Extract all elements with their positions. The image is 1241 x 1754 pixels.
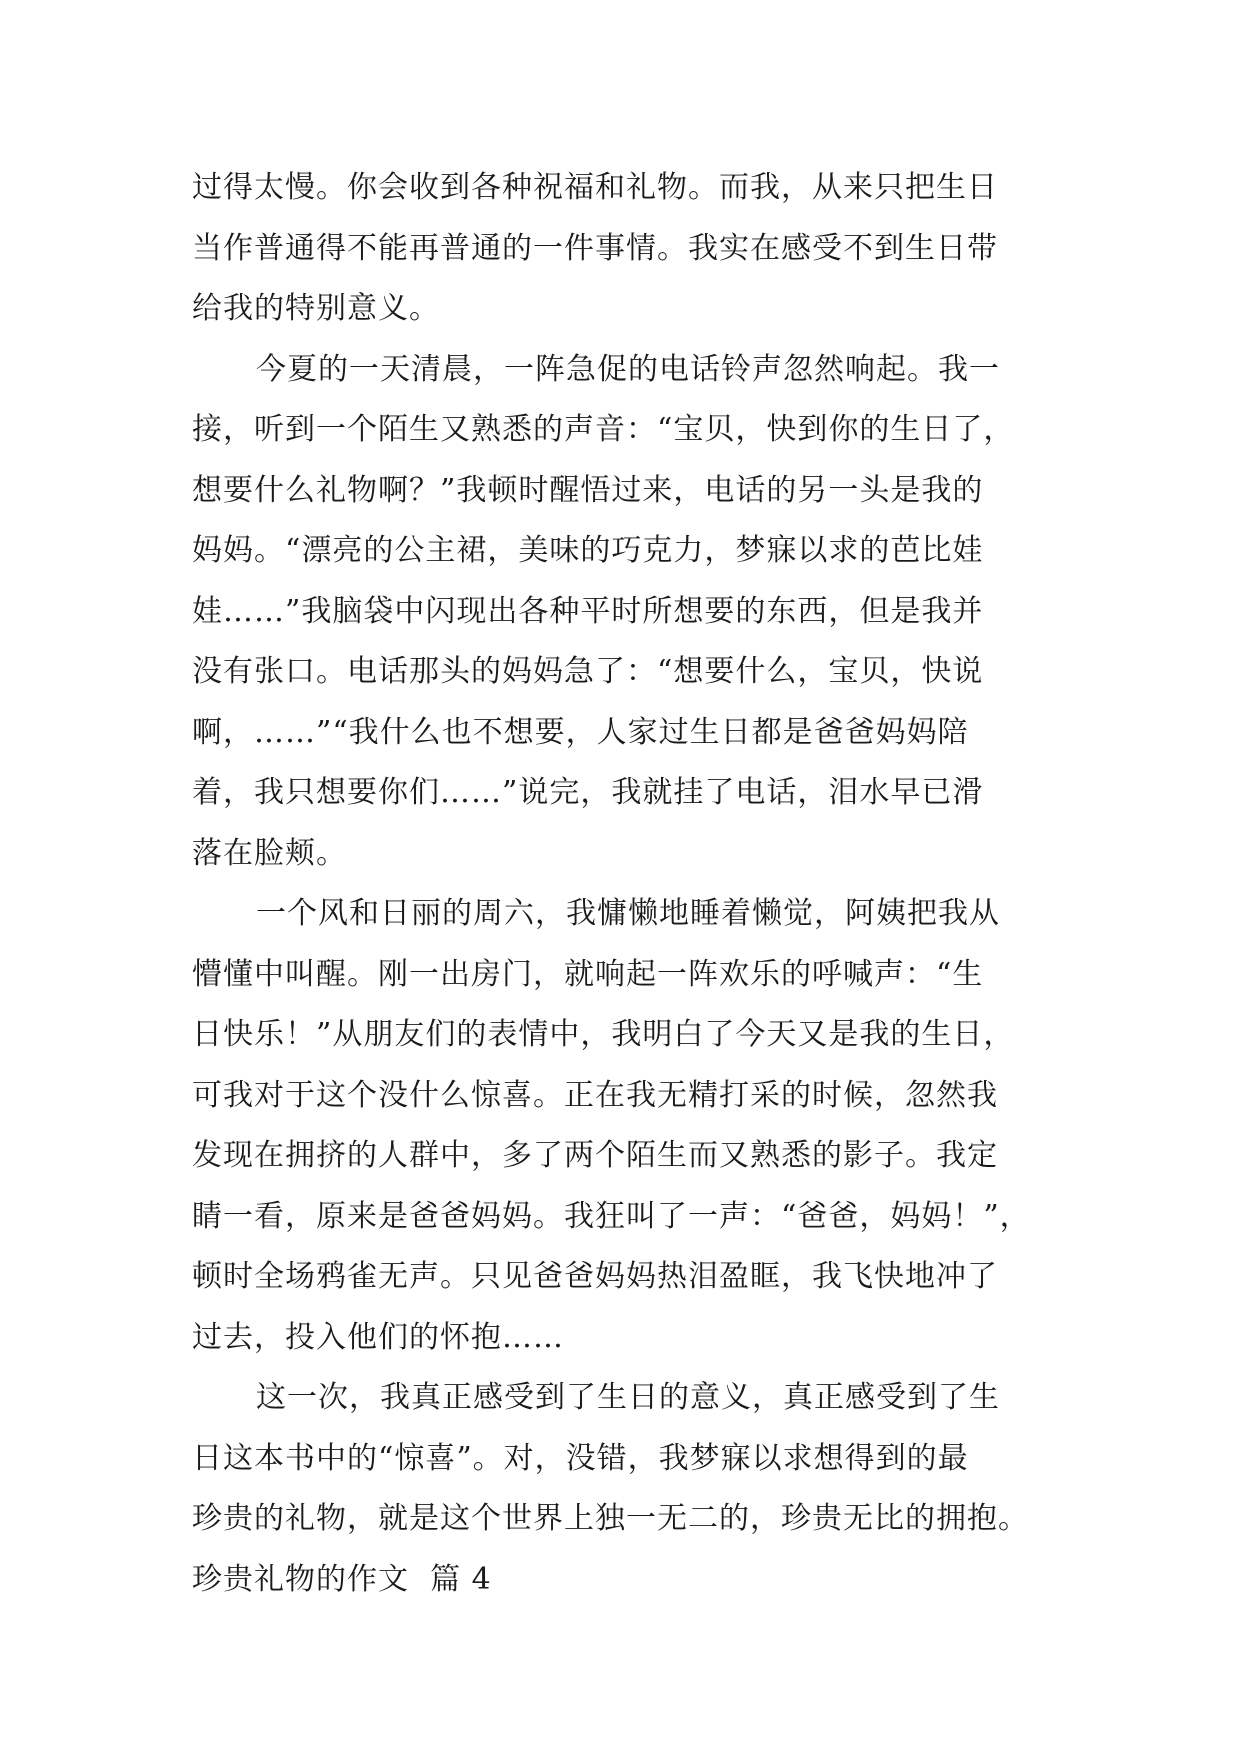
- text-line: 啊，……”“我什么也不想要，人家过生日都是爸爸妈妈陪: [192, 714, 969, 750]
- text-line: 当作普通得不能再普通的一件事情。我实在感受不到生日带: [192, 230, 998, 266]
- text-line: 落在脸颊。: [192, 835, 347, 871]
- text-line: 发现在拥挤的人群中，多了两个陌生而又熟悉的影子。我定: [192, 1138, 998, 1173]
- text-line: 给我的特别意义。: [192, 291, 440, 326]
- essay-body: [192, 158, 1052, 1610]
- paragraph: [192, 1368, 1052, 1550]
- text-line: 妈妈。“漂亮的公主裙，美味的巧克力，梦寐以求的芭比娃: [192, 533, 984, 568]
- paragraph: [192, 158, 1052, 340]
- text-line: 想要什么礼物啊？”我顿时醒悟过来，电话的另一头是我的: [192, 472, 984, 508]
- text-line: 日这本书中的“惊喜”。对，没错，我梦寐以求想得到的最: [192, 1440, 969, 1476]
- text-line: 珍贵的礼物，就是这个世界上独一无二的，珍贵无比的拥抱。: [192, 1501, 1029, 1536]
- text-line: 着，我只想要你们……”说完，我就挂了电话，泪水早已滑: [192, 775, 984, 810]
- text-line: 没有张口。电话那头的妈妈急了：“想要什么，宝贝，快说: [192, 654, 984, 689]
- text-line: 顿时全场鸦雀无声。只见爸爸妈妈热泪盈眶，我飞快地冲了: [192, 1259, 998, 1294]
- text-line: 懵懂中叫醒。刚一出房门，就响起一阵欢乐的呼喊声：“生: [192, 956, 984, 992]
- paragraph: [192, 340, 1052, 885]
- paragraph: [192, 884, 1052, 1368]
- text-line: 睛一看，原来是爸爸妈妈。我狂叫了一声：“爸爸，妈妈！”，: [192, 1198, 1031, 1234]
- text-line: 过得太慢。你会收到各种祝福和礼物。而我，从来只把生日: [192, 170, 998, 205]
- text-line: 可我对于这个没什么惊喜。正在我无精打采的时候，忽然我: [192, 1077, 998, 1113]
- text-line: 娃……”我脑袋中闪现出各种平时所想要的东西，但是我并: [192, 593, 984, 629]
- section-heading: 珍贵礼物的作文 篇 4: [192, 1561, 492, 1597]
- text-line: 接，听到一个陌生又熟悉的声音：“宝贝，快到你的生日了，: [192, 412, 1015, 447]
- text-line: 日快乐！”从朋友们的表情中，我明白了今天又是我的生日，: [192, 1017, 1015, 1052]
- text-line: 过去，投入他们的怀抱……: [192, 1319, 564, 1355]
- text-line: 今夏的一天清晨，一阵急促的电话铃声忽然响起。我一: [256, 351, 1000, 387]
- text-line: 一个风和日丽的周六，我慵懒地睡着懒觉，阿姨把我从: [256, 896, 1000, 931]
- text-line: 这一次，我真正感受到了生日的意义，真正感受到了生: [256, 1380, 1000, 1415]
